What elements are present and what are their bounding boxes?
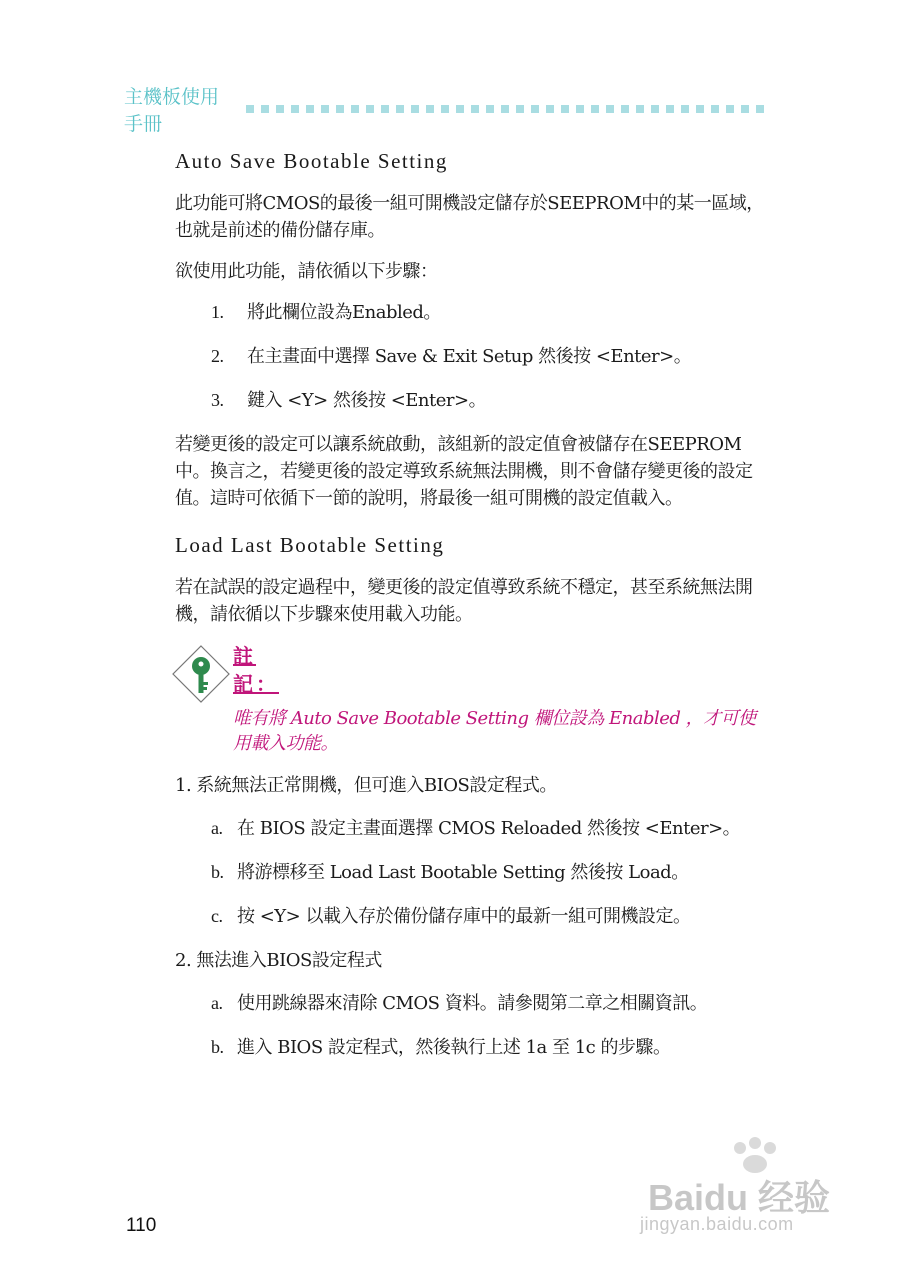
- sub-text: 在 BIOS 設定主畫面選擇 CMOS Reloaded 然後按 <Enter>。: [237, 818, 741, 839]
- header-dot: [351, 105, 359, 113]
- step-item: [211, 343, 765, 370]
- step-number: 1.: [211, 302, 224, 322]
- note-title: 註記：: [233, 644, 279, 696]
- watermark-brand: Baidu 经验: [648, 1177, 831, 1218]
- step-text: 在主畫面中選擇 Save & Exit Setup 然後按 <Enter>。: [247, 346, 692, 367]
- header-dot: [726, 105, 734, 113]
- sub-item: [211, 815, 765, 842]
- header-dot: [531, 105, 539, 113]
- step-text: 鍵入 <Y> 然後按 <Enter>。: [247, 390, 487, 411]
- section-title-load-last: Load Last Bootable Setting: [175, 533, 445, 557]
- page-number: 110: [126, 1215, 157, 1236]
- header-dot: [636, 105, 644, 113]
- sub-text: 將游標移至 Load Last Bootable Setting 然後按 Load。: [237, 862, 689, 883]
- header-dot: [321, 105, 329, 113]
- header-dot: [621, 105, 629, 113]
- paragraph: 此功能可將CMOS的最後一組可開機設定儲存於SEEPROM中的某一區域，也就是前述的備份儲存庫。: [175, 193, 764, 241]
- header-dot: [741, 105, 749, 113]
- header-dot: [246, 105, 254, 113]
- sub-text: 使用跳線器來清除 CMOS 資料。請參閱第二章之相關資訊。: [237, 993, 708, 1014]
- step-text: 將此欄位設為Enabled。: [247, 302, 441, 323]
- sub-list: [211, 990, 765, 1061]
- header-dot: [291, 105, 299, 113]
- header-dot: [261, 105, 269, 113]
- header-dot: [696, 105, 704, 113]
- sub-letter: c.: [211, 906, 223, 926]
- step-number: 2.: [211, 346, 224, 366]
- header-dot: [651, 105, 659, 113]
- sub-item: [211, 903, 765, 930]
- header-dot: [276, 105, 284, 113]
- header-dot: [501, 105, 509, 113]
- step-list: [211, 299, 765, 414]
- header-dot: [396, 105, 404, 113]
- header-dot: [336, 105, 344, 113]
- note-text: 唯有將 Auto Save Bootable Setting 欄位設為 Enabled ，才可使用載入功能。: [233, 708, 756, 754]
- watermark-url: jingyan.baidu.com: [640, 1214, 794, 1234]
- sub-letter: a.: [211, 993, 223, 1013]
- header-dot-rule: [246, 105, 764, 113]
- sub-text: 按 <Y> 以載入存於備份儲存庫中的最新一組可開機設定。: [237, 906, 691, 927]
- paragraph: 若變更後的設定可以讓系統啟動，該組新的設定值會被儲存在SEEPROM中。換言之，若變更後的設定導致系統無法開機，則不會儲存變更後的設定值。這時可依循下一節的說明，將最後一組可開機的設定值載入。: [175, 434, 753, 509]
- step-number: 3.: [211, 390, 224, 410]
- numbered-item: 1. 系統無法正常開機，但可進入BIOS設定程式。: [175, 775, 557, 796]
- header-dot: [606, 105, 614, 113]
- page-content: [175, 146, 765, 1078]
- sub-item: [211, 990, 765, 1017]
- header-dot: [441, 105, 449, 113]
- sub-item: [211, 1034, 765, 1061]
- header-dot: [366, 105, 374, 113]
- note-body: [233, 642, 765, 756]
- sub-letter: b.: [211, 1037, 224, 1057]
- step-item: [211, 387, 765, 414]
- note-box: [171, 642, 765, 756]
- header-dot: [546, 105, 554, 113]
- header-dot: [666, 105, 674, 113]
- header-dot: [426, 105, 434, 113]
- sub-list: [211, 815, 765, 930]
- section-title-auto-save: Auto Save Bootable Setting: [175, 149, 448, 173]
- header-dot: [456, 105, 464, 113]
- key-icon: [171, 644, 231, 704]
- header-title: 主機板使用手冊: [124, 86, 220, 135]
- header-dot: [486, 105, 494, 113]
- header-dot: [576, 105, 584, 113]
- paragraph: 欲使用此功能，請依循以下步驟：: [175, 261, 438, 282]
- numbered-item: 2. 無法進入BIOS設定程式: [175, 950, 382, 971]
- header-dot: [516, 105, 524, 113]
- sub-letter: b.: [211, 862, 224, 882]
- sub-item: [211, 859, 765, 886]
- header-dot: [711, 105, 719, 113]
- header-dot: [561, 105, 569, 113]
- sub-text: 進入 BIOS 設定程式，然後執行上述 1a 至 1c 的步驟。: [237, 1037, 671, 1058]
- header-dot: [381, 105, 389, 113]
- header-dot: [411, 105, 419, 113]
- header-dot: [471, 105, 479, 113]
- paragraph: 若在試誤的設定過程中，變更後的設定值導致系統不穩定，甚至系統無法開機，請依循以下步驟來使用載入功能。: [175, 577, 753, 625]
- paw-icon: [710, 1134, 800, 1174]
- header-dot: [681, 105, 689, 113]
- sub-letter: a.: [211, 818, 223, 838]
- header-dot: [756, 105, 764, 113]
- step-item: [211, 299, 765, 326]
- header-dot: [306, 105, 314, 113]
- header-dot: [591, 105, 599, 113]
- baidu-watermark: [640, 1140, 860, 1250]
- page-header: [124, 86, 764, 135]
